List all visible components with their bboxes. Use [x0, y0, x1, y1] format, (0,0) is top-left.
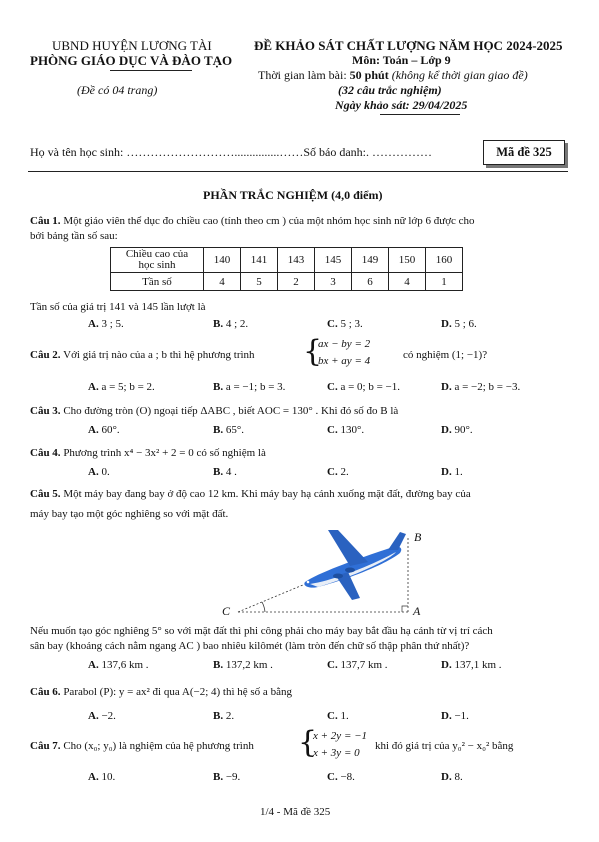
header-right-line4: (32 câu trắc nghiệm) [338, 83, 442, 97]
option-letter: D. [441, 659, 452, 671]
table-head-height-a: Chiều cao của [125, 248, 189, 260]
q5-text-line1 [30, 488, 471, 500]
table-cell: 2 [278, 273, 315, 291]
option-text: 130°. [340, 424, 365, 436]
q7-text-a [30, 740, 254, 752]
table-head-height [111, 248, 204, 273]
q3-text [30, 405, 398, 417]
flight-path-line [238, 582, 310, 612]
option-text: 137,1 km . [454, 659, 502, 671]
q2-option-c[interactable] [327, 381, 400, 393]
table-cell: 140 [204, 248, 241, 273]
q6-text [30, 686, 292, 698]
q1-label: Câu 1. [30, 215, 61, 227]
option-text: −9. [225, 771, 241, 783]
q3-option-b[interactable] [213, 424, 244, 436]
q5-label: Câu 5. [30, 488, 61, 500]
q1-option-a[interactable] [88, 318, 124, 330]
option-letter: A. [88, 710, 99, 722]
option-letter: A. [88, 466, 99, 478]
time-label: Thời gian làm bài: [258, 68, 350, 82]
option-letter: D. [441, 318, 452, 330]
option-letter: C. [327, 381, 338, 393]
q7-text-a-span: Cho (x₀; y₀) là nghiệm của hệ phương trình [63, 740, 254, 752]
q7-option-c[interactable] [327, 771, 355, 783]
option-letter: D. [441, 710, 452, 722]
option-text: 4 . [225, 466, 237, 478]
option-letter: A. [88, 659, 99, 671]
option-letter: C. [327, 771, 338, 783]
option-text: a = 5; b = 2. [101, 381, 155, 393]
section-title: PHẦN TRẮC NGHIỆM (4,0 điểm) [203, 188, 383, 202]
page-footer: 1/4 - Mã đề 325 [260, 806, 331, 818]
q1-option-b[interactable] [213, 318, 248, 330]
header-left-underline [110, 70, 192, 71]
q5-option-d[interactable] [441, 659, 502, 671]
option-text: 3 ; 5. [101, 318, 124, 330]
q3-option-c[interactable] [327, 424, 364, 436]
table-cell: 141 [241, 248, 278, 273]
header-right-underline [380, 114, 460, 115]
q6-option-d[interactable] [441, 710, 469, 722]
option-letter: C. [327, 318, 338, 330]
option-letter: A. [88, 318, 99, 330]
q6-label: Câu 6. [30, 686, 61, 698]
q5-after-line2: sân bay (khoảng cách nằm ngang AC ) bao nhiêu kilômét (làm tròn đến chữ số thập phân thứ nhất)? [30, 640, 470, 652]
option-letter: A. [88, 424, 99, 436]
option-text: 90°. [454, 424, 473, 436]
option-text: 60°. [101, 424, 120, 436]
q3-option-a[interactable] [88, 424, 120, 436]
header-left-line1: UBND HUYỆN LƯƠNG TÀI [52, 38, 212, 53]
option-text: −8. [340, 771, 355, 783]
q5-text-line2: máy bay tạo một góc nghiêng so với mặt đất. [30, 508, 229, 520]
q4-option-a[interactable] [88, 466, 110, 478]
table-row [111, 273, 463, 291]
option-letter: B. [213, 771, 224, 783]
q2-brace: { [303, 334, 323, 369]
q7-eq2: x + 3y = 0 [313, 747, 360, 759]
q3-label: Câu 3. [30, 405, 61, 417]
option-text: 5 ; 6. [454, 318, 477, 330]
option-text: 8. [454, 771, 463, 783]
exam-code-box: Mã đề 325 [483, 140, 565, 165]
q1-text-line1 [30, 215, 475, 227]
q1-text-line2: bởi bảng tần số sau: [30, 230, 118, 242]
option-letter: C. [327, 659, 338, 671]
header-right-line3 [258, 68, 528, 83]
header-right-line2: Môn: Toán – Lớp 9 [352, 53, 451, 67]
frequency-table [110, 247, 463, 291]
airplane-diagram [210, 520, 440, 620]
option-letter: C. [327, 424, 338, 436]
option-letter: D. [441, 381, 452, 393]
option-text: a = 0; b = −1. [340, 381, 401, 393]
table-cell: 149 [352, 248, 389, 273]
q5-option-c[interactable] [327, 659, 388, 671]
q3-text-span: Cho đường tròn (O) ngoại tiếp ΔABC , biết AOC = 130° . Khi đó số đo B là [63, 405, 399, 417]
option-text: 0. [101, 466, 110, 478]
option-letter: C. [327, 710, 338, 722]
q2-label: Câu 2. [30, 349, 61, 361]
table-cell: 4 [389, 273, 426, 291]
table-cell: 5 [241, 273, 278, 291]
student-info-line: Họ và tên học sinh: ………………………...............……Số báo danh:. …………… [30, 145, 432, 159]
time-note: (không kể thời gian giao đề) [388, 68, 528, 82]
option-letter: B. [213, 466, 224, 478]
q6-text-span: Parabol (P): y = ax² đi qua A(−2; 4) thì hệ số a bằng [63, 686, 292, 698]
option-letter: D. [441, 466, 452, 478]
right-angle-marker [402, 606, 408, 612]
table-row [111, 248, 463, 273]
q1-option-d[interactable] [441, 318, 477, 330]
airplane-icon [304, 530, 406, 600]
q4-text-span: Phương trình x⁴ − 3x² + 2 = 0 có số nghiệm là [63, 447, 266, 459]
q2-text-a-span: Với giá trị nào của a ; b thì hệ phương trình [63, 349, 255, 361]
option-text: −2. [101, 710, 116, 722]
q7-eq1: x + 2y = −1 [313, 730, 368, 742]
q2-text-a [30, 349, 255, 361]
q4-option-c[interactable] [327, 466, 349, 478]
option-letter: A. [88, 381, 99, 393]
header-right-line5: Ngày khảo sát: 29/04/2025 [335, 98, 468, 112]
q4-text [30, 447, 266, 459]
option-text: 137,2 km . [225, 659, 273, 671]
option-text: 65°. [225, 424, 244, 436]
q1-text1: Một giáo viên thể dục đo chiều cao (tính theo cm ) của một nhóm học sinh nữ lớp 6 được cho [63, 215, 475, 227]
option-letter: A. [88, 771, 99, 783]
q5-after-line1: Nếu muốn tạo góc nghiêng 5° so với mặt đất thì phi công phải cho máy bay bắt đầu hạ cánh từ vị trí cách [30, 625, 493, 637]
student-info-divider [28, 171, 568, 172]
option-text: 137,6 km . [101, 659, 149, 671]
q4-option-d[interactable] [441, 466, 463, 478]
option-text: 2. [225, 710, 235, 722]
table-cell: 4 [204, 273, 241, 291]
time-value: 50 phút [349, 68, 389, 82]
option-text: 1. [340, 710, 349, 722]
q4-label: Câu 4. [30, 447, 61, 459]
header-right-line1: ĐỀ KHẢO SÁT CHẤT LƯỢNG NĂM HỌC 2024-2025 [254, 38, 563, 53]
table-cell: 3 [315, 273, 352, 291]
q5-text1: Một máy bay đang bay ở độ cao 12 km. Khi máy bay hạ cánh xuống mặt đất, đường bay của [63, 488, 471, 500]
q7-label: Câu 7. [30, 740, 61, 752]
q5-option-a[interactable] [88, 659, 149, 671]
table-cell: 145 [315, 248, 352, 273]
q4-option-b[interactable] [213, 466, 237, 478]
option-letter: C. [327, 466, 338, 478]
option-letter: D. [441, 771, 452, 783]
point-c-label: C [222, 604, 231, 618]
q6-option-b[interactable] [213, 710, 234, 722]
q2-text-b: có nghiệm (1; −1)? [403, 349, 488, 361]
option-letter: D. [441, 424, 452, 436]
header-left-line3: (Đề có 04 trang) [77, 83, 158, 97]
option-text: a = −1; b = 3. [225, 381, 286, 393]
table-cell: 6 [352, 273, 389, 291]
q6-option-c[interactable] [327, 710, 349, 722]
table-cell: 1 [426, 273, 463, 291]
q2-eq2: bx + ay = 4 [318, 355, 371, 367]
table-cell: 150 [389, 248, 426, 273]
table-cell: 160 [426, 248, 463, 273]
option-text: 1. [454, 466, 463, 478]
q7-text-b: khi đó giá trị của y₀² − x₀² bằng [375, 740, 514, 752]
q7-option-d[interactable] [441, 771, 463, 783]
point-a-label: A [413, 604, 421, 618]
option-text: −1. [454, 710, 469, 722]
table-cell: 143 [278, 248, 315, 273]
header-left-line2: PHÒNG GIÁO DỤC VÀ ĐÀO TẠO [30, 53, 233, 68]
table-head-height-b: học sinh [138, 259, 176, 271]
q1-option-c[interactable] [327, 318, 363, 330]
q2-eq1: ax − by = 2 [318, 338, 371, 350]
q1-after: Tần số của giá trị 141 và 145 lần lượt là [30, 301, 206, 313]
table-head-frequency: Tần số [111, 273, 204, 291]
option-text: 137,7 km . [340, 659, 388, 671]
q7-option-b[interactable] [213, 771, 240, 783]
option-text: a = −2; b = −3. [454, 381, 521, 393]
q6-option-a[interactable] [88, 710, 116, 722]
option-text: 10. [101, 771, 116, 783]
q7-option-a[interactable] [88, 771, 115, 783]
option-text: 5 ; 3. [340, 318, 363, 330]
angle-arc [262, 602, 265, 612]
option-letter: B. [213, 424, 224, 436]
option-text: 2. [340, 466, 349, 478]
option-letter: B. [213, 318, 224, 330]
point-b-label: B [414, 530, 422, 544]
q7-brace: { [298, 725, 318, 760]
q2-option-d[interactable] [441, 381, 520, 393]
option-letter: B. [213, 381, 224, 393]
q5-option-b[interactable] [213, 659, 273, 671]
option-letter: B. [213, 710, 224, 722]
q3-option-d[interactable] [441, 424, 473, 436]
q2-option-b[interactable] [213, 381, 285, 393]
option-text: 4 ; 2. [225, 318, 249, 330]
q2-option-a[interactable] [88, 381, 155, 393]
option-letter: B. [213, 659, 224, 671]
